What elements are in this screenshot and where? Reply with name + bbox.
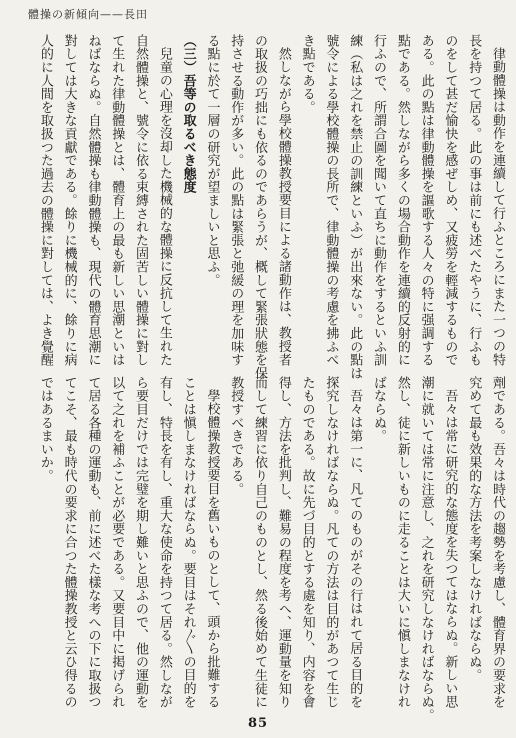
text-column: る點に於て一層の研究が望ましいと思ふ。: [204, 34, 220, 287]
text-column: 然し、徒に新しいものに走ることは大いに愼しまなけれ: [394, 376, 410, 709]
text-column: 探究しなければならぬ。凡ての方法は目的があつて生じ: [323, 376, 339, 709]
text-column: 學校體操教授要目を舊いものとして、頭から批難する: [204, 389, 220, 709]
section-heading: （三）吾等の取るべき態度: [180, 34, 196, 194]
text-column: の取扱の巧拙にも依るのであらうが、概して緊張狀態を保: [252, 34, 268, 380]
text-column: て生れた律動體操とは、體育上の最も新しい思潮といは: [109, 34, 125, 367]
text-column: 吾々は常に研究的な態度を失つてはならぬ。新しい思: [442, 389, 458, 709]
upper-text-tier: [33, 34, 509, 380]
text-column: ある。此の點は律動體操を謳歌する人々の特に强調する: [418, 34, 434, 367]
text-column: 而して練習に依り自己のものとし、然る後始めて生徒に: [252, 376, 268, 709]
text-column: てこそ、最も時代の要求に合つた體操教授と云ひ得るの: [61, 376, 77, 709]
text-column: ねばならぬ。自然體操も律動體操も、現代の體育思潮に: [85, 34, 101, 367]
text-column: 教授すべきである。: [228, 376, 244, 496]
text-column: 行ふので、所謂合圖を聞いて直ちに動作をするといふ訓: [371, 34, 387, 367]
text-column: たものである。故に先づ目的とする處を知り、内容を會: [299, 376, 315, 709]
text-column: 長を持つて居る。此の事は前にも述べたやうに、行ふも: [466, 34, 482, 367]
lower-text-tier: [33, 376, 509, 722]
text-column: ではあるまいか。: [37, 376, 53, 483]
text-column: き點である。: [299, 34, 315, 114]
text-column: 吾々は第一に、凡てのものがその行はれて居る目的を: [347, 389, 363, 709]
text-column: 對しては大きな貢獻である。餘りに機械的に、餘りに病: [61, 34, 77, 367]
text-column: 練（私は之れを禁止の訓練といふ）が出來ない。此の點は: [347, 34, 363, 380]
text-column: 以て之れを補ふことが必要である。又要目中に掲げられ: [109, 376, 125, 709]
text-column: 持させる動作が多い。此の點は緊張と弛緩の理を加味す: [228, 34, 244, 367]
text-column: 兒童の心理を沒却した機械的な體操に反抗して生れた: [156, 47, 172, 367]
text-column: 人的に人間を取扱つた過去の體操に對しては、よき覺醒: [37, 34, 53, 367]
text-column: 號令による學校體操の長所で、律動體操の考慮を拂ふべ: [323, 34, 339, 367]
text-column: て居る各種の運動も、前に述べた樣な考への下に取扱つ: [85, 376, 101, 709]
text-column: 究めて最も效果的な方法を考案しなければならぬ。: [466, 376, 482, 682]
running-title: 體操の新傾向——長田: [28, 8, 148, 21]
text-column: 自然體操と、號令に依る束縛された固苦しい體操に對し: [133, 34, 149, 367]
text-column: ばならぬ。: [371, 376, 387, 443]
text-column: 劑である。吾々は時代の趨勢を考慮し、體育界の要求を: [490, 376, 505, 709]
text-column: ら要目だけでは完璧を期し難いと思ふので、他の運動を: [133, 376, 149, 709]
text-column: 律動體操は動作を連續して行ふところにまた一つの特: [490, 47, 505, 367]
text-column: 得し、方法を批判し、難易の程度を考へ、運動量を知り: [275, 376, 291, 709]
text-column: 有し、特長を有し、重大な使命を持つて居る。然しなが: [156, 376, 172, 709]
text-column: ことは愼しまなければならぬ。要目はそれ〴〵の目的を: [180, 376, 196, 709]
page-number: 85: [247, 716, 269, 731]
text-column: のをして甚だ愉快を感ぜしめ、又疲勞を輕減するもので: [442, 34, 458, 367]
text-column: 潮に就いては常に注意し、之れを研究しなければならぬ。: [418, 376, 434, 722]
text-column: 然しながら學校體操教授要目による諸動作は、教授者: [275, 47, 291, 367]
text-column: 點である。然しながら多くの場合動作を連續的反射的に: [394, 34, 410, 367]
